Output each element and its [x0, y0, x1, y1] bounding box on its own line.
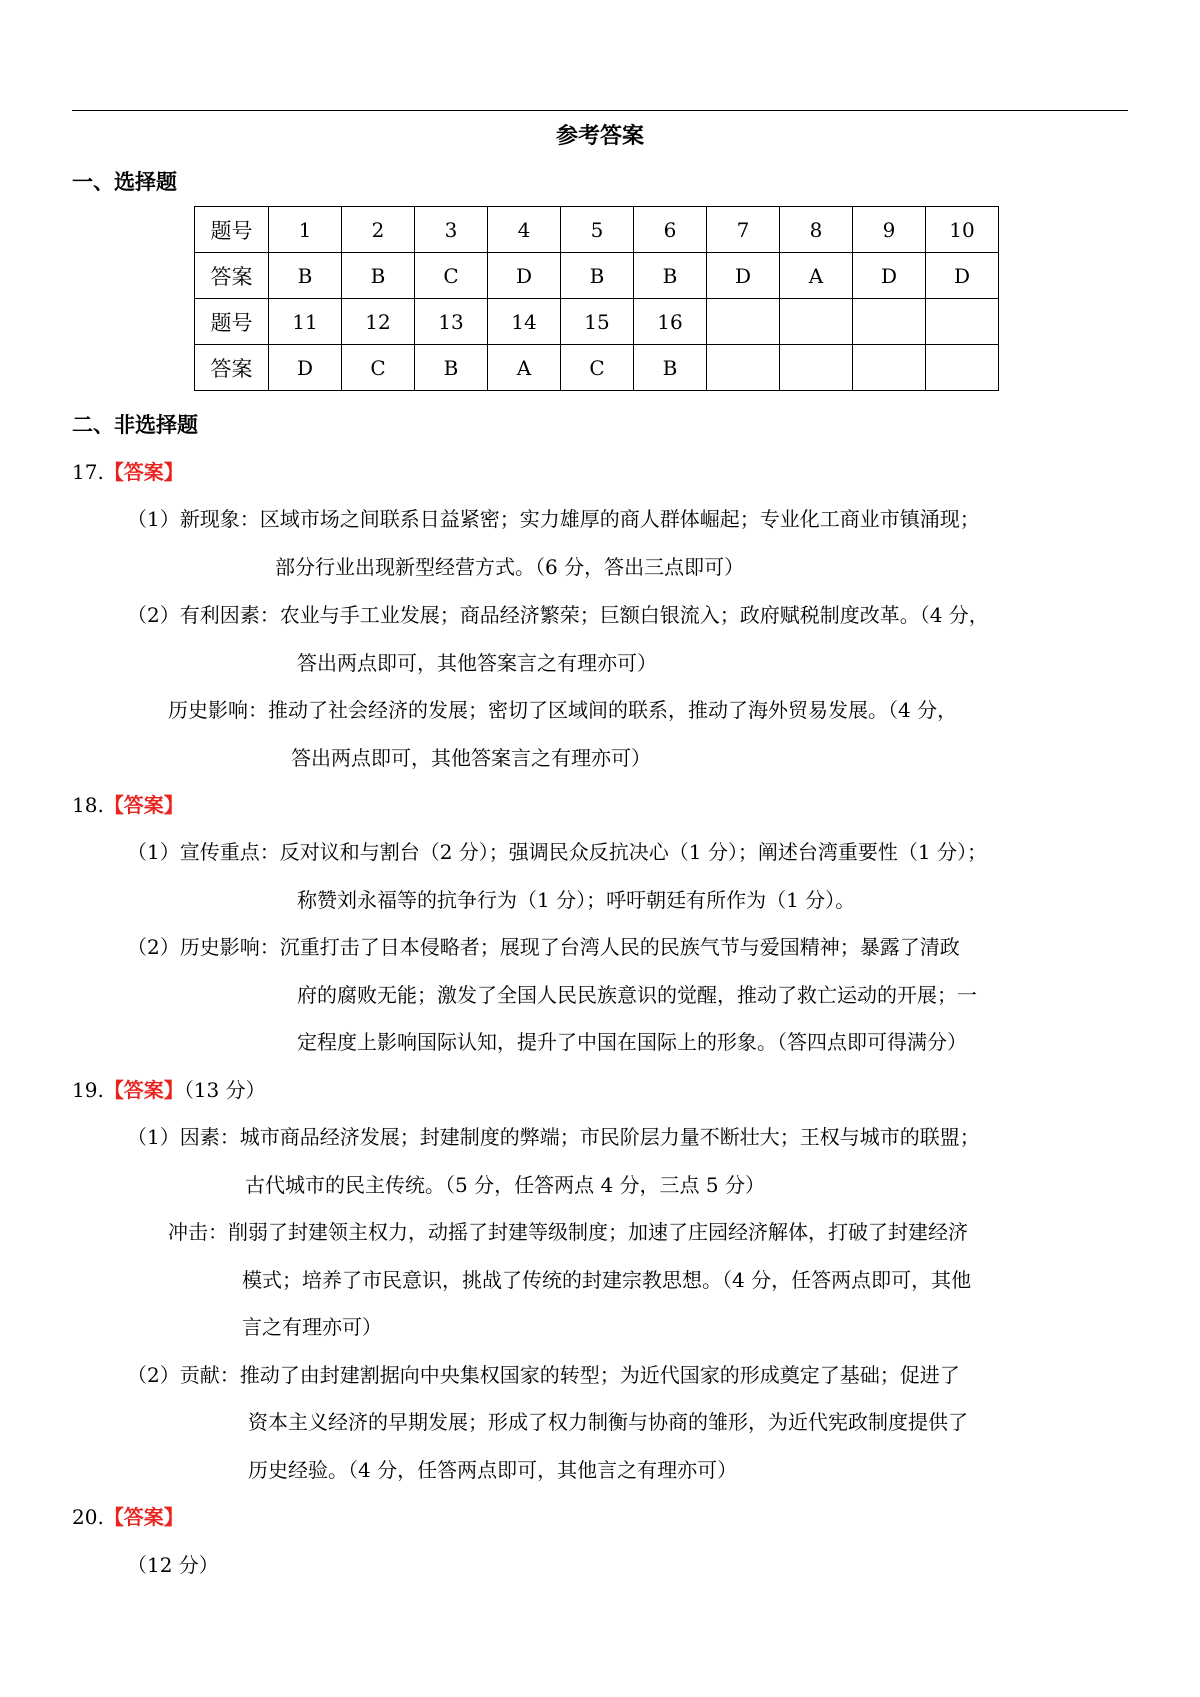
question-18-header	[72, 789, 184, 821]
table-cell: B	[269, 253, 342, 299]
table-cell: 13	[415, 299, 488, 345]
table-row	[195, 253, 999, 299]
q17-line-4: 答出两点即可，其他答案言之有理亦可）	[297, 651, 657, 675]
q20-score: （12 分）	[127, 1553, 219, 1577]
table-cell	[780, 299, 853, 345]
q17-line-5: 历史影响：推动了社会经济的发展；密切了区域间的联系，推动了海外贸易发展。（4 分，	[168, 698, 958, 722]
q19-line-1: （1）因素：城市商品经济发展；封建制度的弊端；市民阶层力量不断壮大；王权与城市的联盟；	[127, 1125, 980, 1149]
table-cell: 5	[561, 207, 634, 253]
q17-line-2: 部分行业出现新型经营方式。（6 分，答出三点即可）	[275, 555, 745, 579]
choice-answer-table	[194, 206, 999, 391]
section-heading-choice: 一、选择题	[72, 169, 177, 194]
question-19-header	[72, 1074, 266, 1106]
table-cell: 1	[269, 207, 342, 253]
section-heading-nonchoice: 二、非选择题	[72, 412, 198, 437]
table-cell: 题号	[195, 207, 269, 253]
table-cell: C	[561, 345, 634, 391]
q17-line-1: （1）新现象：区域市场之间联系日益紧密；实力雄厚的商人群体崛起；专业化工商业市镇涌现；	[127, 507, 980, 531]
table-cell: 15	[561, 299, 634, 345]
answer-tag: 【答案】	[103, 460, 184, 484]
answer-tag: 【答案】	[103, 1505, 184, 1529]
table-cell: 10	[926, 207, 999, 253]
header-rule	[72, 110, 1128, 111]
table-cell: B	[634, 253, 707, 299]
table-cell: 11	[269, 299, 342, 345]
table-cell	[707, 299, 780, 345]
q19-line-2: 古代城市的民主传统。（5 分，任答两点 4 分，三点 5 分）	[245, 1173, 765, 1197]
q18-line-2: 称赞刘永福等的抗争行为（1 分）；呼吁朝廷有所作为（1 分）。	[297, 888, 856, 912]
table-cell: 2	[342, 207, 415, 253]
table-cell: C	[415, 253, 488, 299]
table-row	[195, 299, 999, 345]
table-row	[195, 345, 999, 391]
table-cell: 答案	[195, 345, 269, 391]
table-cell	[780, 345, 853, 391]
q18-line-1: （1）宣传重点：反对议和与割台（2 分）；强调民众反抗决心（1 分）；阐述台湾重要性（1 分）；	[127, 840, 987, 864]
question-17-header	[72, 456, 184, 488]
q19-line-3: 冲击：削弱了封建领主权力，动摇了封建等级制度；加速了庄园经济解体，打破了封建经济	[168, 1220, 968, 1244]
q19-line-6: （2）贡献：推动了由封建割据向中央集权国家的转型；为近代国家的形成奠定了基础；促进了	[127, 1363, 960, 1387]
table-cell	[707, 345, 780, 391]
table-cell: D	[488, 253, 561, 299]
table-cell: 答案	[195, 253, 269, 299]
table-cell: A	[488, 345, 561, 391]
table-cell: D	[707, 253, 780, 299]
table-cell: B	[634, 345, 707, 391]
answer-tag: 【答案】	[103, 1078, 184, 1102]
table-cell: 3	[415, 207, 488, 253]
q17-line-6: 答出两点即可，其他答案言之有理亦可）	[291, 746, 651, 770]
table-cell: 题号	[195, 299, 269, 345]
table-cell: B	[342, 253, 415, 299]
table-cell: 16	[634, 299, 707, 345]
table-cell	[926, 345, 999, 391]
table-cell: 14	[488, 299, 561, 345]
table-cell: 4	[488, 207, 561, 253]
question-number: 19.	[72, 1078, 104, 1102]
table-cell: 8	[780, 207, 853, 253]
question-20-header	[72, 1501, 184, 1533]
page-title: 参考答案	[555, 123, 644, 149]
q19-line-7: 资本主义经济的早期发展；形成了权力制衡与协商的雏形，为近代宪政制度提供了	[248, 1410, 968, 1434]
q19-line-8: 历史经验。（4 分，任答两点即可，其他言之有理亦可）	[248, 1458, 738, 1482]
table-cell	[853, 299, 926, 345]
table-cell: 7	[707, 207, 780, 253]
answer-tag: 【答案】	[103, 793, 184, 817]
q19-line-5: 言之有理亦可）	[242, 1315, 382, 1339]
table-cell	[853, 345, 926, 391]
table-cell: C	[342, 345, 415, 391]
question-number: 17.	[72, 460, 104, 484]
table-cell: D	[269, 345, 342, 391]
table-cell: B	[415, 345, 488, 391]
question-score: （13 分）	[183, 1078, 266, 1102]
table-row	[195, 207, 999, 253]
table-cell	[926, 299, 999, 345]
q18-line-4: 府的腐败无能；激发了全国人民民族意识的觉醒，推动了救亡运动的开展；一	[297, 983, 977, 1007]
table-cell: 9	[853, 207, 926, 253]
question-number: 20.	[72, 1505, 104, 1529]
table-cell: 6	[634, 207, 707, 253]
table-cell: B	[561, 253, 634, 299]
q18-line-3: （2）历史影响：沉重打击了日本侵略者；展现了台湾人民的民族气节与爱国精神；暴露了清政	[127, 935, 960, 959]
table-cell: D	[853, 253, 926, 299]
q19-line-4: 模式；培养了市民意识，挑战了传统的封建宗教思想。（4 分，任答两点即可，其他	[242, 1268, 972, 1292]
table-cell: D	[926, 253, 999, 299]
table-cell: 12	[342, 299, 415, 345]
q18-line-5: 定程度上影响国际认知，提升了中国在国际上的形象。（答四点即可得满分）	[297, 1030, 967, 1054]
q17-line-3: （2）有利因素：农业与手工业发展；商品经济繁荣；巨额白银流入；政府赋税制度改革。（4 分，	[127, 603, 989, 627]
question-number: 18.	[72, 793, 104, 817]
table-cell: A	[780, 253, 853, 299]
